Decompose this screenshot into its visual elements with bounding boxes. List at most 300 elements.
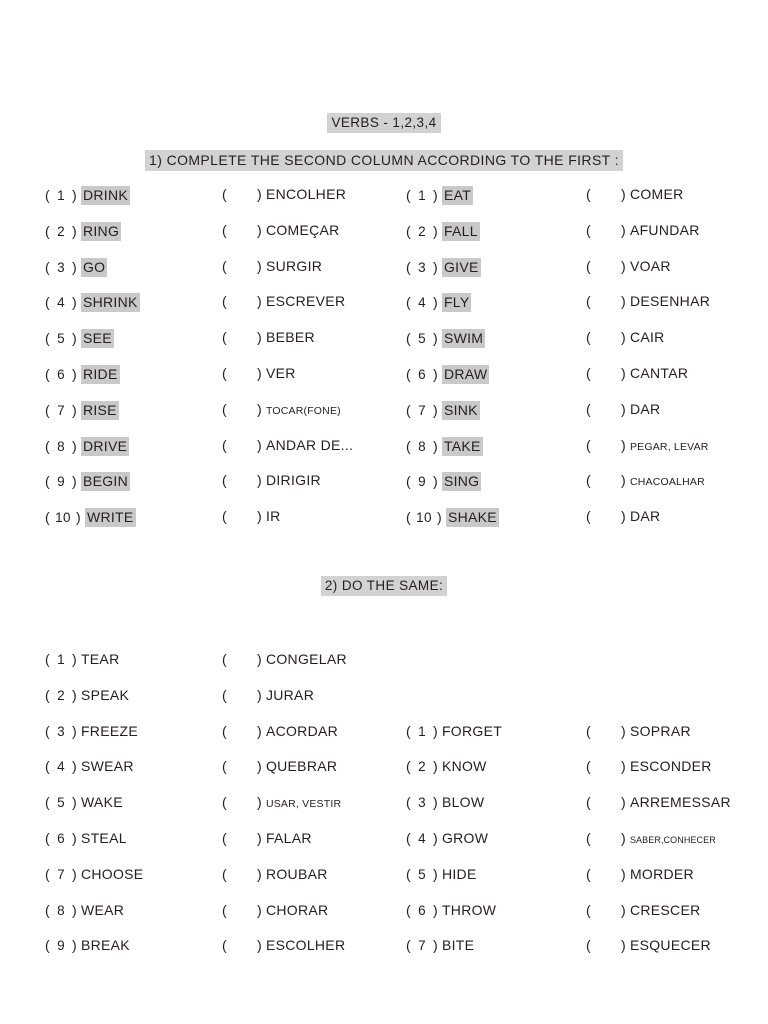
paren-open: ( [45,651,50,667]
paren-close: ) [256,686,262,703]
paren-close: ) [432,937,438,954]
paren-open: ( [45,365,50,382]
verb-label: RING [82,222,120,239]
translation-label: DESENHAR [629,293,711,310]
paren-close: ) [620,937,626,954]
verb-label: GIVE [443,258,479,275]
paren-open: ( [406,330,411,347]
paren-open: ( [406,758,411,775]
translation-item-right [586,723,766,739]
paren-open: ( [45,758,50,775]
verb-label: SWIM [443,330,484,347]
translation-item-right [586,401,766,417]
verb-label: FREEZE [80,722,138,739]
paren-close: ) [620,436,626,453]
paren-open: ( [406,294,411,311]
item-number: 2 [418,223,426,239]
exercise-row [0,293,768,329]
paren-open: ( [45,330,50,347]
paren-open: ( [222,758,227,775]
verb-item-left [45,472,215,491]
paren-open: ( [222,436,227,453]
paren-close: ) [620,329,626,346]
paren-close: ) [620,293,626,310]
translation-label: CRESCER [629,901,701,918]
paren-close: ) [71,722,77,739]
translation-label: ESQUECER [629,937,711,954]
verb-item-right [406,401,578,420]
translation-item-left [222,508,400,524]
verb-item-right [406,329,578,348]
translation-item-left [222,651,400,667]
verb-item-left [45,186,215,205]
verb-item-right [406,365,578,384]
item-number: 6 [57,830,65,846]
verb-item-right [406,937,578,953]
translation-label: ENCOLHER [265,186,347,202]
page-title [0,115,768,130]
paren-close: ) [256,722,262,739]
translation-item-right [586,437,766,453]
paren-close: ) [71,901,77,918]
paren-open: ( [222,186,227,202]
paren-close: ) [71,437,77,454]
verb-item-left [45,937,215,953]
item-number: 1 [418,188,426,203]
paren-open: ( [406,794,411,811]
paren-close: ) [620,722,626,739]
item-number: 6 [57,366,65,382]
paren-close: ) [256,472,262,489]
verb-label: DRIVE [82,437,128,454]
translation-label: ROUBAR [265,865,328,882]
paren-close: ) [620,364,626,381]
exercise-row [0,472,768,508]
verb-item-left [45,866,215,882]
item-number: 9 [57,474,65,490]
paren-open: ( [586,472,591,489]
item-number: 7 [418,938,426,954]
paren-open: ( [586,758,591,775]
paren-close: ) [71,294,77,311]
paren-close: ) [71,473,77,490]
paren-close: ) [620,829,626,846]
paren-open: ( [45,473,50,490]
verb-item-left [45,293,215,312]
item-number: 4 [57,295,65,311]
translation-item-left [222,293,400,309]
translation-label: ANDAR DE... [265,436,354,453]
item-number: 8 [57,438,65,454]
paren-close: ) [432,758,438,775]
paren-open: ( [222,508,227,525]
paren-close: ) [432,294,438,311]
verb-label: SWEAR [80,758,134,775]
paren-open: ( [586,364,591,381]
paren-open: ( [586,400,591,417]
translation-item-left [222,401,400,417]
verb-item-right [406,258,578,277]
paren-close: ) [432,829,438,846]
paren-open: ( [222,937,227,954]
exercise-row [0,258,768,294]
paren-open: ( [406,365,411,382]
verb-label: SINK [443,401,478,418]
paren-close: ) [432,722,438,739]
translation-item-right [586,508,766,524]
paren-open: ( [586,829,591,846]
verb-item-left [45,687,215,703]
paren-close: ) [620,472,626,489]
verb-label: TAKE [443,437,481,454]
translation-label: CANTAR [629,364,689,381]
item-number: 1 [418,723,426,739]
paren-open: ( [45,509,50,526]
paren-close: ) [256,794,262,811]
paren-open: ( [586,257,591,274]
paren-close: ) [432,901,438,918]
item-number: 6 [418,366,426,382]
exercise-row [0,866,768,902]
paren-open: ( [222,221,227,238]
translation-item-left [222,222,400,238]
paren-close: ) [432,222,438,239]
translation-item-right [586,866,766,882]
paren-open: ( [406,509,411,526]
translation-item-left [222,437,400,453]
paren-close: ) [256,829,262,846]
verb-label: FLY [443,294,470,311]
item-number: 2 [57,223,65,239]
translation-item-right [586,365,766,381]
translation-label: ESCONDER [629,758,712,775]
paren-close: ) [256,758,262,775]
item-number: 7 [57,402,65,418]
paren-close: ) [436,509,442,526]
paren-close: ) [432,437,438,454]
paren-open: ( [222,364,227,381]
item-number: 9 [57,938,65,954]
verb-item-right [406,222,578,241]
translation-item-right [586,258,766,274]
verb-label: GROW [441,829,489,846]
paren-close: ) [620,758,626,775]
paren-open: ( [406,401,411,418]
paren-open: ( [45,222,50,239]
verb-item-left [45,258,215,277]
verb-item-right [406,472,578,491]
paren-close: ) [256,221,262,238]
paren-close: ) [620,865,626,882]
item-number: 6 [418,902,426,918]
verb-label: RISE [82,401,117,418]
verb-label: TEAR [80,651,120,667]
verb-item-right [406,508,578,527]
paren-open: ( [586,937,591,954]
paren-close: ) [256,901,262,918]
paren-close: ) [71,829,77,846]
paren-open: ( [586,794,591,811]
paren-open: ( [406,722,411,739]
verb-label: RIDE [82,365,118,382]
exercise-row [0,830,768,866]
verb-item-right [406,866,578,882]
verb-label: SHRINK [82,294,138,311]
item-number: 5 [418,866,426,882]
item-number: 5 [57,331,65,347]
paren-close: ) [71,865,77,882]
verb-label: SPEAK [80,686,130,703]
paren-open: ( [406,258,411,275]
paren-close: ) [620,794,626,811]
exercise-row [0,794,768,830]
translation-item-left [222,365,400,381]
verb-label: BREAK [80,937,130,954]
verb-item-left [45,830,215,846]
paren-open: ( [222,794,227,811]
verb-label: GO [82,258,106,275]
paren-close: ) [256,436,262,453]
verb-label: DRINK [82,187,128,203]
paren-close: ) [620,221,626,238]
translation-label: ESCREVER [265,293,346,310]
translation-item-right [586,329,766,345]
verb-item-right [406,758,578,774]
item-number: 4 [418,830,426,846]
verb-label: DRAW [443,365,488,382]
translation-label: TOCAR(FONE) [265,404,341,417]
translation-label: ARREMESSAR [629,794,731,811]
translation-item-left [222,186,400,202]
translation-label: CHORAR [265,901,329,918]
verb-item-left [45,723,215,739]
translation-label: CAIR [629,329,665,346]
paren-close: ) [256,329,262,346]
paren-open: ( [406,187,411,203]
verb-item-right [406,293,578,312]
paren-open: ( [586,508,591,525]
paren-open: ( [45,722,50,739]
translation-item-left [222,866,400,882]
paren-open: ( [406,865,411,882]
verb-item-left [45,758,215,774]
paren-open: ( [222,651,227,667]
verb-item-left [45,401,215,420]
paren-open: ( [586,901,591,918]
verb-label: FALL [443,222,478,239]
paren-close: ) [71,222,77,239]
translation-item-left [222,472,400,488]
verb-item-left [45,222,215,241]
translation-item-left [222,902,400,918]
verb-item-left [45,437,215,456]
translation-item-right [586,758,766,774]
exercise-1-heading-text: 1) COMPLETE THE SECOND COLUMN ACCORDING TO THE FIRST : [145,150,623,171]
paren-close: ) [71,187,77,203]
item-number: 9 [418,474,426,490]
paren-open: ( [406,222,411,239]
translation-item-left [222,830,400,846]
verb-label: EAT [443,187,472,203]
paren-open: ( [45,901,50,918]
paren-open: ( [45,686,50,703]
item-number: 4 [418,295,426,311]
translation-label: QUEBRAR [265,758,338,775]
translation-item-right [586,794,766,810]
paren-close: ) [256,364,262,381]
translation-label: SURGIR [265,257,323,274]
paren-close: ) [71,686,77,703]
item-number: 10 [416,510,432,526]
paren-close: ) [256,937,262,954]
translation-label: ESCOLHER [265,937,346,954]
paren-close: ) [256,651,262,667]
item-number: 2 [57,687,65,703]
translation-item-left [222,329,400,345]
verb-item-left [45,365,215,384]
verb-label: BLOW [441,794,485,811]
verb-item-right [406,830,578,846]
paren-open: ( [45,187,50,203]
paren-open: ( [222,722,227,739]
paren-close: ) [71,794,77,811]
translation-label: USAR, VESTIR [265,798,342,811]
exercise-1-grid [0,186,768,544]
paren-close: ) [432,865,438,882]
verb-item-right [406,794,578,810]
item-number: 8 [418,438,426,454]
item-number: 5 [57,795,65,811]
translation-label: FALAR [265,829,312,846]
item-number: 4 [57,759,65,775]
paren-open: ( [45,294,50,311]
page-title-text: VERBS - 1,2,3,4 [327,113,440,133]
verb-label: FORGET [441,722,503,739]
paren-open: ( [45,401,50,418]
paren-close: ) [620,508,626,525]
verb-item-left [45,902,215,918]
verb-item-right [406,437,578,456]
paren-close: ) [71,651,77,667]
item-number: 3 [57,723,65,739]
paren-close: ) [432,401,438,418]
paren-close: ) [432,187,438,203]
paren-close: ) [620,257,626,274]
verb-item-right [406,902,578,918]
paren-open: ( [45,865,50,882]
verb-label: STEAL [80,829,127,846]
paren-close: ) [432,794,438,811]
item-number: 7 [418,402,426,418]
paren-open: ( [222,472,227,489]
paren-open: ( [586,186,591,202]
paren-close: ) [256,186,262,202]
translation-label: BEBER [265,329,315,346]
translation-label: SABER,CONHECER [629,834,716,845]
verb-label: HIDE [441,865,477,882]
paren-open: ( [406,437,411,454]
item-number: 8 [57,902,65,918]
verb-label: THROW [441,901,497,918]
paren-open: ( [222,829,227,846]
verb-item-right [406,186,578,205]
exercise-row [0,937,768,973]
translation-item-right [586,472,766,488]
paren-open: ( [406,473,411,490]
exercise-row [0,723,768,759]
translation-item-left [222,723,400,739]
paren-close: ) [71,258,77,275]
exercise-row [0,687,768,723]
paren-close: ) [432,258,438,275]
translation-item-right [586,186,766,202]
paren-close: ) [432,365,438,382]
paren-open: ( [586,293,591,310]
paren-open: ( [222,329,227,346]
verb-item-left [45,329,215,348]
paren-close: ) [71,937,77,954]
exercise-row [0,186,768,222]
translation-item-right [586,902,766,918]
paren-open: ( [222,686,227,703]
translation-label: CONGELAR [265,651,347,667]
translation-label: COMEÇAR [265,221,340,238]
exercise-row [0,222,768,258]
paren-close: ) [620,186,626,202]
paren-open: ( [406,829,411,846]
exercise-2-heading [0,578,768,593]
item-number: 3 [418,795,426,811]
paren-close: ) [256,508,262,525]
exercise-row [0,758,768,794]
item-number: 2 [418,759,426,775]
translation-item-left [222,258,400,274]
paren-open: ( [222,865,227,882]
translation-label: PEGAR, LEVAR [629,440,709,453]
translation-label: DIRIGIR [265,472,321,489]
paren-open: ( [45,794,50,811]
translation-label: MORDER [629,865,694,882]
translation-label: JURAR [265,686,315,703]
translation-label: CHACOALHAR [629,476,705,489]
exercise-row [0,902,768,938]
paren-open: ( [45,258,50,275]
translation-item-left [222,687,400,703]
translation-item-right [586,830,766,846]
item-number: 3 [57,259,65,275]
paren-open: ( [45,437,50,454]
paren-close: ) [75,509,81,526]
paren-close: ) [256,257,262,274]
translation-item-left [222,937,400,953]
exercise-row [0,437,768,473]
verb-label: WAKE [80,794,123,811]
paren-open: ( [586,329,591,346]
translation-label: DAR [629,508,661,525]
item-number: 1 [57,652,65,667]
paren-open: ( [222,257,227,274]
verb-label: WRITE [86,509,134,526]
translation-item-right [586,937,766,953]
translation-label: DAR [629,400,661,417]
translation-item-right [586,293,766,309]
exercise-row [0,329,768,365]
verb-item-left [45,794,215,810]
paren-close: ) [432,473,438,490]
verb-label: SHAKE [447,509,497,526]
paren-close: ) [256,865,262,882]
item-number: 7 [57,866,65,882]
